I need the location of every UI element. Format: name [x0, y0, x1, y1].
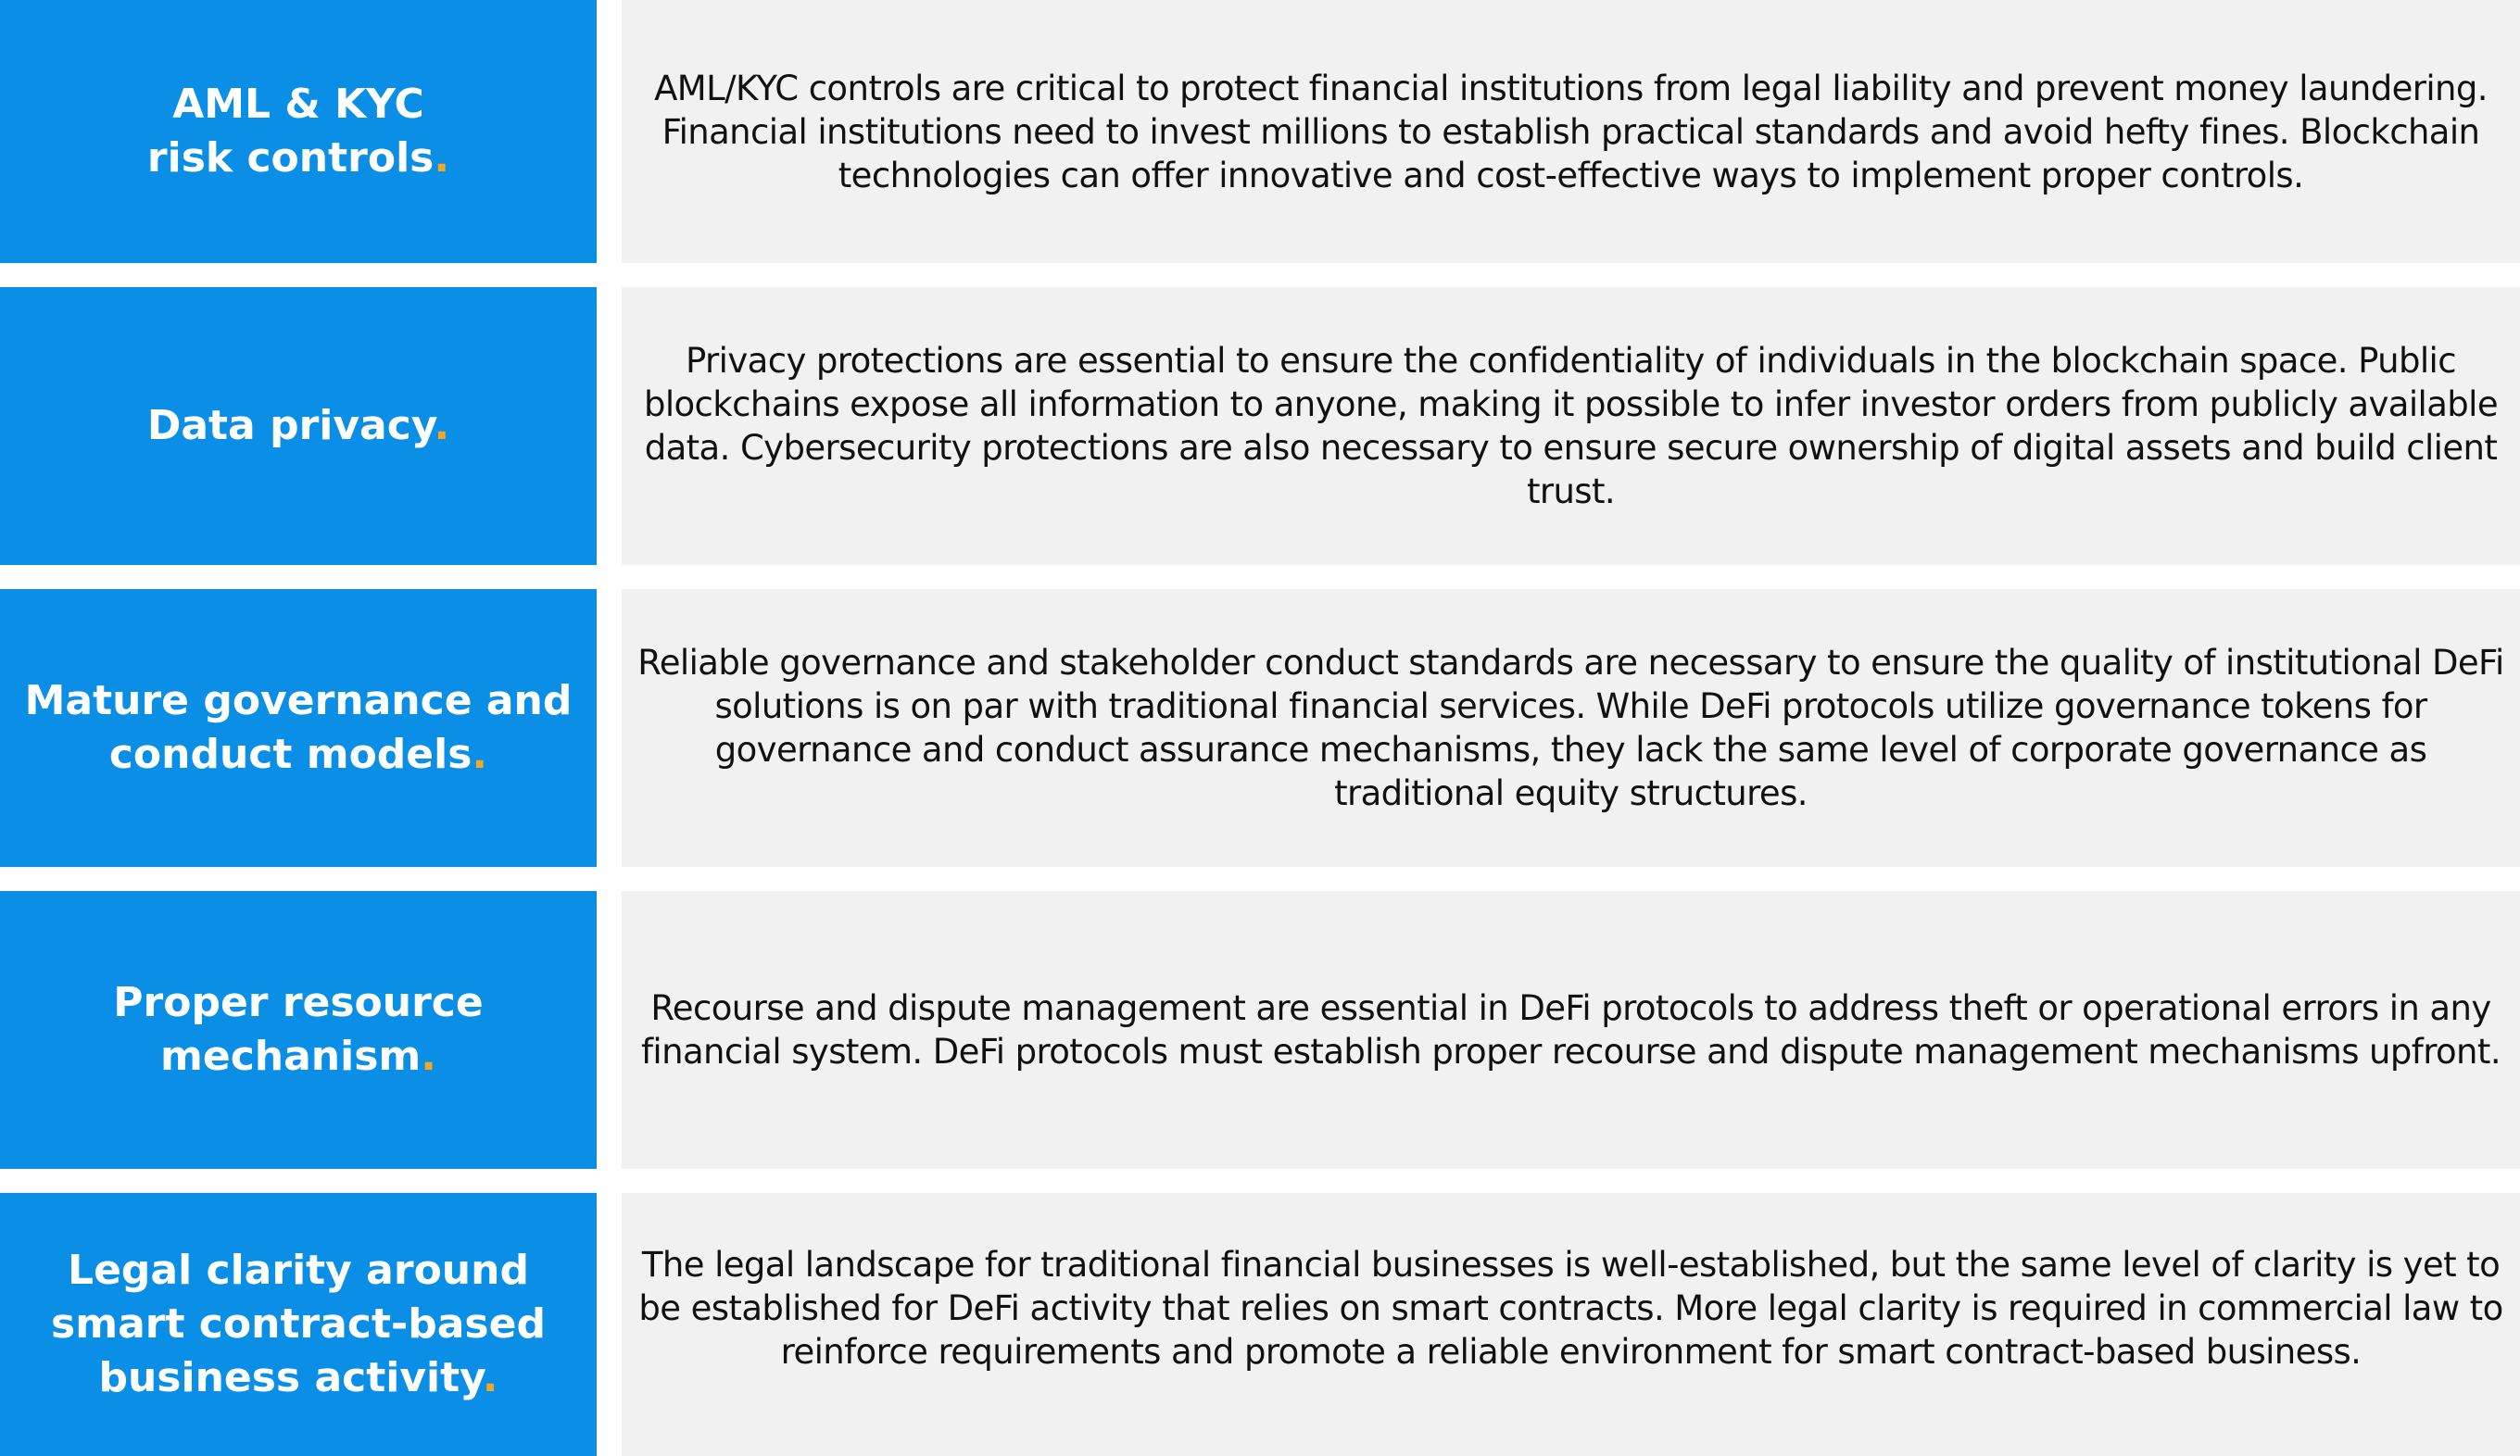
row-description-cell [622, 0, 2520, 263]
row-description-cell [622, 589, 2520, 867]
row-title-line: business activity [98, 1354, 483, 1401]
row-title [147, 78, 449, 185]
row-title [113, 976, 483, 1084]
row-description: The legal landscape for traditional financial businesses is well-established, but the same level of clarity is yet to be established for DeFi activity that relies on smart contracts. More legal clarity is required in commercial law to reinforce requirements and promote a reliable environment for smart contract-based business. [638, 1245, 2503, 1372]
accent-dot: . [472, 731, 488, 778]
accent-dot: . [434, 402, 450, 449]
row-title-line: conduct models [108, 731, 472, 778]
row-description: Privacy protections are essential to ensure the confidentiality of individuals in the blockchain space. Public blockchains expose all information to anyone, making it possible to infer investor orders from publicly available data. Cybersecurity protections are also necessary to ensure secure ownership of digital assets and build client trust. [643, 341, 2499, 511]
row-title-cell [0, 1193, 597, 1456]
row-description-cell [622, 1193, 2520, 1456]
row-title-cell [0, 891, 597, 1169]
row-title-line: Data privacy [146, 402, 435, 449]
row-description-cell [622, 287, 2520, 565]
row-title-cell [0, 0, 597, 263]
row-description: AML/KYC controls are critical to protect financial institutions from legal liability and prevent money laundering. Financial institutions need to invest millions to establish practical standards and avoid hefty fines. Blockchain technologies can offer innovative and cost-effective ways to implement proper controls. [654, 68, 2488, 195]
row-title [25, 674, 573, 782]
table-row [0, 0, 2520, 263]
table-row [0, 287, 2520, 565]
row-title-line: risk controls [146, 134, 435, 182]
row-description: Recourse and dispute management are essential in DeFi protocols to address theft or operational errors in any financial system. DeFi protocols must establish proper recourse and dispute management mechanisms upfront. [641, 988, 2501, 1072]
row-title-line: Mature governance and [24, 677, 573, 724]
row-title [51, 1244, 546, 1405]
row-title-line: smart contract-based [51, 1300, 546, 1348]
row-title-line: mechanism [160, 1033, 422, 1080]
table-row [0, 589, 2520, 867]
table-row [0, 891, 2520, 1169]
row-title-line: Legal clarity around [68, 1247, 529, 1294]
accent-dot: . [421, 1033, 436, 1080]
row-title [147, 399, 449, 453]
row-title-cell [0, 589, 597, 867]
row-title-cell [0, 287, 597, 565]
table-row [0, 1193, 2520, 1456]
accent-dot: . [434, 134, 450, 182]
accent-dot: . [482, 1354, 498, 1401]
row-description: Reliable governance and stakeholder conduct standards are necessary to ensure the quality of institutional DeFi solutions is on par with traditional financial services. While DeFi protocols utilize governance tokens for governance and conduct assurance mechanisms, they lack the same level of corporate governance as traditional equity structures. [637, 643, 2504, 813]
row-description-cell [622, 891, 2520, 1169]
row-title-line: AML & KYC [172, 81, 424, 128]
row-title-line: Proper resource [113, 979, 484, 1026]
